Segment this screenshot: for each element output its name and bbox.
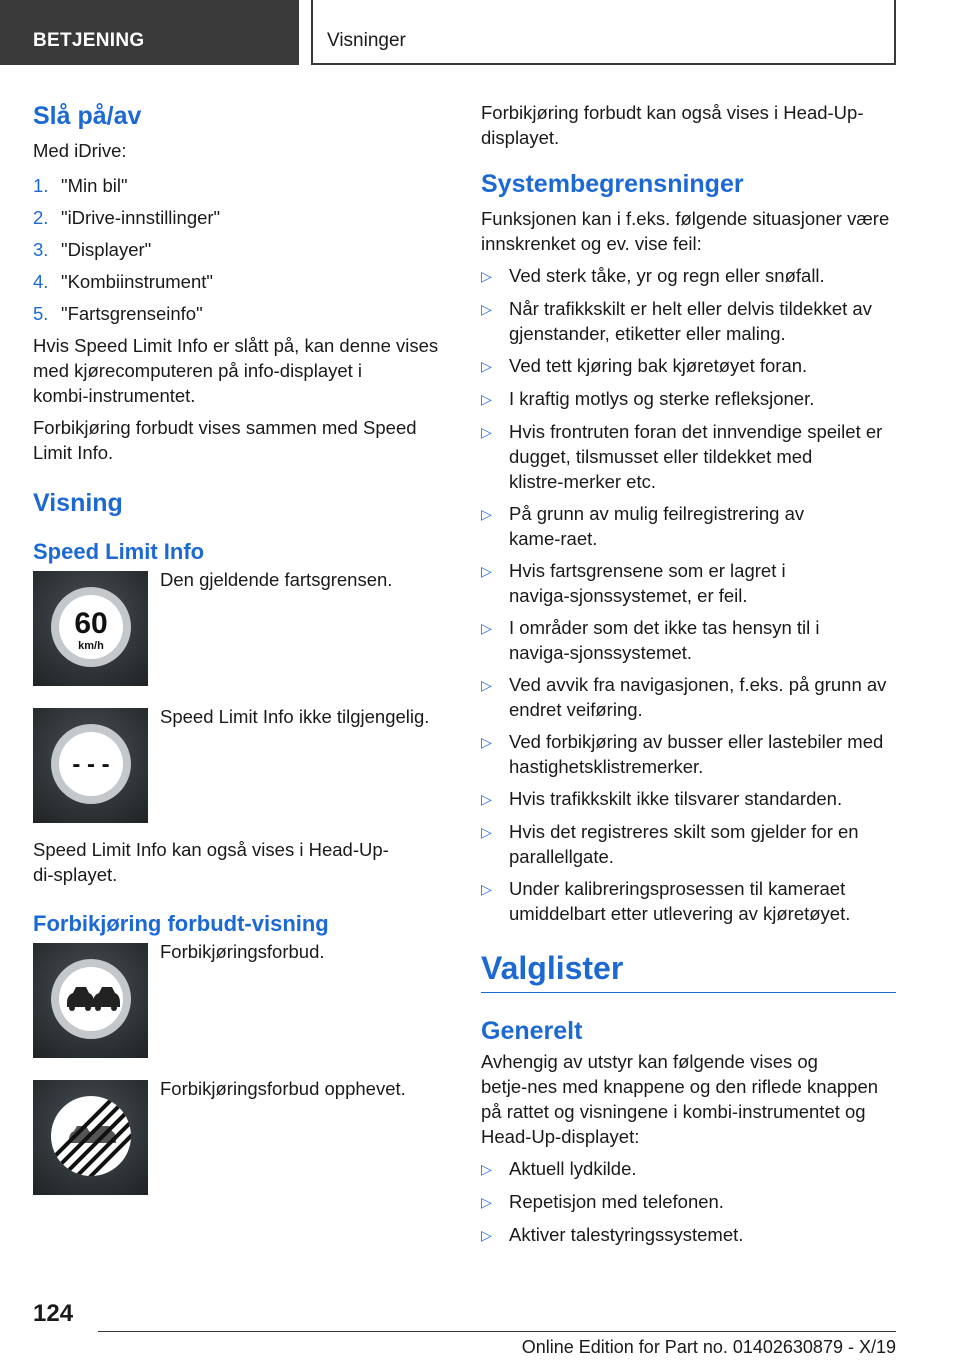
list-item: ▷ Ved sterk tåke, yr og regn eller snøfall. [481,263,896,289]
with-idrive-text: Med iDrive: [33,140,127,161]
generelt-intro: Avhengig av utstyr kan følgende vises og betje‑nes med knappene og den riflede knappen på rattet og visningene i kombi-instrumentet og Head-Up-displayet: [481,1051,879,1147]
page-number: 124 [33,1300,74,1327]
valglister-heading: Valglister [481,950,624,986]
speed-value: 60 [74,607,108,640]
chapter-label: Visninger [327,30,406,51]
generelt-list [481,1156,896,1248]
list-item: 1. "Min bil" [33,175,128,196]
paragraph: Forbikjøring forbudt kan også vises i Head-Up-displayet. [481,102,864,148]
triangle-bullet-icon: ▷ [481,734,492,750]
triangle-bullet-icon: ▷ [481,620,492,636]
triangle-bullet-icon: ▷ [481,358,492,374]
triangle-bullet-icon: ▷ [481,824,492,840]
limits-heading: Systembegrensninger [481,170,744,198]
list-item: ▷ Hvis det registreres skilt som gjelder for en parallellgate. [481,821,859,867]
triangle-bullet-icon: ▷ [481,677,492,693]
right-column [481,100,896,1255]
list-item: ▷ Hvis fartsgrensene som er lagret i naviga‑sjonssystemet, er feil. [481,560,786,606]
limits-list [481,263,896,926]
edition-text: Online Edition for Part no. 01402630879 - X/19 [521,1337,896,1357]
list-item: ▷ Hvis frontruten foran det innvendige speilet er dugget, tilsmusset eller tildekket med klistre‑merker etc. [481,421,883,492]
sli-heading: Speed Limit Info [33,539,205,564]
sign-caption: Forbikjøringsforbud. [160,941,325,962]
sign-caption: Forbikjøringsforbud opphevet. [160,1078,406,1099]
sign-row-unavailable [33,708,449,823]
speed-unavailable-sign-icon [33,708,148,823]
sign-caption: Den gjeldende fartsgrensen. [160,569,393,590]
triangle-bullet-icon: ▷ [481,1194,492,1210]
speed-60-sign-icon [33,571,148,686]
list-item: ▷ Ved tett kjøring bak kjøretøyet foran. [481,353,896,379]
chapter-tab [311,0,896,65]
list-item: ▷ Ved forbikjøring av busser eller lastebiler med hastighetsklistremerker. [481,731,884,777]
triangle-bullet-icon: ▷ [481,268,492,284]
list-item: ▷ Hvis trafikkskilt ikke tilsvarer standarden. [481,786,896,812]
overtaking-heading: Forbikjøring forbudt‑visning [33,911,329,936]
speed-unit: km/h [78,640,104,652]
triangle-bullet-icon: ▷ [481,1227,492,1243]
section-tab [0,0,299,65]
triangle-bullet-icon: ▷ [481,1161,492,1177]
list-item: 4. "Kombiinstrument" [33,271,213,292]
generelt-heading: Generelt [481,1017,583,1045]
heading-rule [481,992,896,993]
no-overtaking-sign-icon [33,943,148,1058]
triangle-bullet-icon: ▷ [481,424,492,440]
list-item: ▷ På grunn av mulig feilregistrering av kame‑raet. [481,503,805,549]
footer-divider [98,1331,896,1332]
left-column [33,100,449,1217]
triangle-bullet-icon: ▷ [481,506,492,522]
list-item: ▷ Aktiver talestyringssystemet. [481,1222,896,1248]
list-item: ▷ Repetisjon med telefonen. [481,1189,896,1215]
list-item: ▷ Under kalibreringsprosessen til kameraet umiddelbart etter utlevering av kjøretøyet. [481,878,851,924]
paragraph: Speed Limit Info kan også vises i Head-Up-di‑splayet. [33,839,389,885]
paragraph: Forbikjøring forbudt vises sammen med Speed Limit Info. [33,417,417,463]
end-no-overtaking-sign-icon [33,1080,148,1195]
section-label: BETJENING [33,30,145,51]
triangle-bullet-icon: ▷ [481,563,492,579]
limits-intro: Funksjonen kan i f.eks. følgende situasjoner være innskrenket og ev. vise feil: [481,208,890,254]
sign-caption: Speed Limit Info ikke tilgjengelig. [160,706,430,727]
list-item: 3. "Displayer" [33,239,152,260]
list-item: ▷ Når trafikkskilt er helt eller delvis tildekket av gjenstander, etiketter eller maling. [481,298,872,344]
sign-row-overtaking-lifted [33,1080,449,1195]
triangle-bullet-icon: ▷ [481,881,492,897]
sign-row-speed [33,571,449,686]
display-heading: Visning [33,489,123,517]
triangle-bullet-icon: ▷ [481,391,492,407]
list-item: 2. "iDrive-innstillinger" [33,207,221,228]
onoff-heading: Slå på/av [33,102,142,130]
paragraph: Hvis Speed Limit Info er slått på, kan denne vises med kjørecomputeren på info‑displayet i kombi‑instrumentet. [33,335,439,406]
list-item: ▷ I områder som det ikke tas hensyn til i naviga‑sjonssystemet. [481,617,820,663]
list-item: 5. "Fartsgrenseinfo" [33,303,203,324]
sign-row-no-overtaking [33,943,449,1058]
list-item: ▷ Ved avvik fra navigasjonen, f.eks. på grunn av endret veiføring. [481,674,887,720]
list-item: ▷ Aktuell lydkilde. [481,1156,896,1182]
list-item: ▷ I kraftig motlys og sterke refleksjoner. [481,386,896,412]
steps-list [33,173,449,326]
unavailable-dashes: - - - [72,751,110,778]
triangle-bullet-icon: ▷ [481,301,492,317]
triangle-bullet-icon: ▷ [481,791,492,807]
